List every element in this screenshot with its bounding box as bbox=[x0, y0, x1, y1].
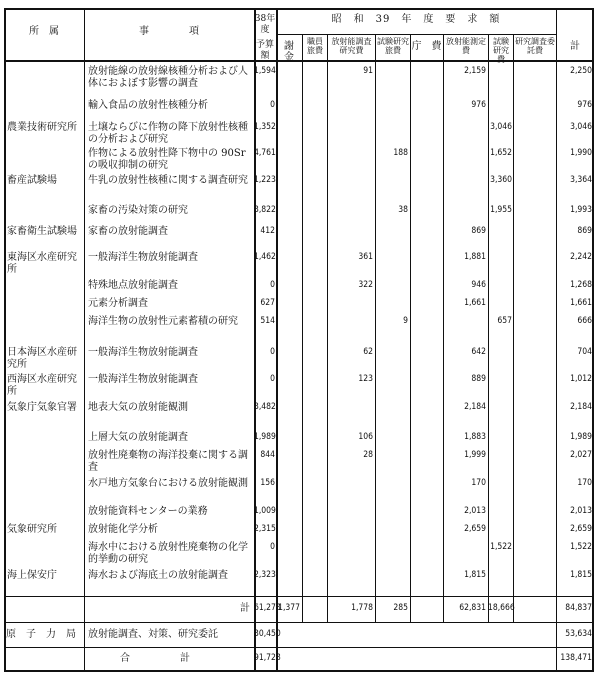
col-divider bbox=[513, 34, 514, 622]
row-prev-value: 412 bbox=[260, 226, 275, 236]
row-prev-value: 0 bbox=[270, 100, 275, 110]
row-prev-value: 1,462 bbox=[254, 252, 276, 262]
row-org: 家畜衛生試験場 bbox=[7, 226, 77, 237]
row-total-value: 1,012 bbox=[570, 374, 592, 384]
row-prev-value: 2,323 bbox=[254, 570, 276, 580]
row-total-value: 976 bbox=[577, 100, 592, 110]
row-prev-value: 1,594 bbox=[254, 66, 276, 76]
row-divider bbox=[4, 647, 594, 648]
header-divider bbox=[276, 34, 556, 35]
grand-total-prev: 91,728 bbox=[254, 653, 281, 663]
row-item: 元素分析調査 bbox=[88, 298, 148, 309]
header-col-chohi: 庁 費 bbox=[411, 41, 442, 52]
row-sokutei-value: 2,159 bbox=[464, 66, 486, 76]
row-kenkyu-value: 28 bbox=[363, 450, 373, 460]
row-total-value: 2,027 bbox=[570, 450, 592, 460]
subtotal-label: 計 bbox=[240, 603, 250, 614]
row-total-value: 2,250 bbox=[570, 66, 592, 76]
row-divider bbox=[4, 622, 594, 623]
row-org: 農業技術研究所 bbox=[7, 122, 77, 133]
row-sokutei-value: 889 bbox=[471, 374, 486, 384]
row-sokutei-value: 2,013 bbox=[464, 506, 486, 516]
row-shikenken-value: 3,360 bbox=[490, 175, 512, 185]
row-item: 作物による放射性降下物中の 90Sr の吸収抑制の研究 bbox=[88, 148, 246, 171]
row-item: 一般海洋生物放射能調査 bbox=[88, 252, 198, 263]
row-item: 一般海洋生物放射能調査 bbox=[88, 347, 198, 358]
row-item: 水戸地方気象台における放射能観測 bbox=[88, 478, 248, 489]
row-prev-value: 0 bbox=[270, 280, 275, 290]
row-shikenken-value: 1,652 bbox=[490, 148, 512, 158]
row-total-value: 666 bbox=[577, 316, 592, 326]
subtotal-total: 84,837 bbox=[565, 603, 592, 613]
genshiryoku-item: 放射能調査、対策、研究委託 bbox=[88, 629, 218, 640]
row-total-value: 2,242 bbox=[570, 252, 592, 262]
col-divider bbox=[84, 8, 85, 672]
row-prev-value: 4,761 bbox=[254, 148, 276, 158]
row-prev-value: 0 bbox=[270, 347, 275, 357]
row-sokutei-value: 1,999 bbox=[464, 450, 486, 460]
row-prev-value: 514 bbox=[260, 316, 275, 326]
row-shikenken-value: 3,046 bbox=[490, 122, 512, 132]
row-item: 放射能化学分析 bbox=[88, 524, 158, 535]
row-shikenken-value: 1,955 bbox=[490, 205, 512, 215]
subtotal-prev: 61,278 bbox=[254, 603, 281, 613]
row-sokutei-value: 976 bbox=[471, 100, 486, 110]
row-org: 畜産試験場 bbox=[7, 175, 57, 186]
row-item: 放射能資料センターの業務 bbox=[88, 506, 208, 517]
row-sokutei-value: 1,815 bbox=[464, 570, 486, 580]
row-shiken-value: 9 bbox=[403, 316, 408, 326]
row-total-value: 1,661 bbox=[570, 298, 592, 308]
row-org: 西海区水産研究所 bbox=[7, 374, 77, 397]
row-prev-value: 844 bbox=[260, 450, 275, 460]
row-total-value: 3,046 bbox=[570, 122, 592, 132]
row-prev-value: 1,989 bbox=[254, 432, 276, 442]
row-prev-value: 1,223 bbox=[254, 175, 276, 185]
row-total-value: 170 bbox=[577, 478, 592, 488]
header-prev-year: 38年度 bbox=[254, 14, 276, 35]
genshiryoku-total: 53,634 bbox=[565, 629, 592, 639]
row-prev-value: 156 bbox=[260, 478, 275, 488]
col-divider bbox=[327, 34, 328, 622]
grand-total-total: 138,471 bbox=[560, 653, 592, 663]
row-item: 海洋生物の放射性元素蓄積の研究 bbox=[88, 316, 238, 327]
row-total-value: 2,659 bbox=[570, 524, 592, 534]
row-kenkyu-value: 91 bbox=[363, 66, 373, 76]
row-item: 海水中における放射性廃棄物の化学的挙動の研究 bbox=[88, 542, 248, 565]
row-total-value: 2,184 bbox=[570, 402, 592, 412]
row-prev-value: 3,482 bbox=[254, 402, 276, 412]
header-shozoku: 所 属 bbox=[29, 26, 59, 37]
row-shikenken-value: 1,522 bbox=[490, 542, 512, 552]
row-sokutei-value: 2,184 bbox=[464, 402, 486, 412]
row-total-value: 1,815 bbox=[570, 570, 592, 580]
row-kenkyu-value: 361 bbox=[358, 252, 373, 262]
header-jiko: 事 項 bbox=[139, 26, 199, 37]
col-divider bbox=[302, 34, 303, 622]
row-sokutei-value: 946 bbox=[471, 280, 486, 290]
row-total-value: 1,268 bbox=[570, 280, 592, 290]
row-divider bbox=[4, 596, 594, 597]
row-kenkyu-value: 322 bbox=[358, 280, 373, 290]
row-kenkyu-value: 123 bbox=[358, 374, 373, 384]
row-total-value: 1,989 bbox=[570, 432, 592, 442]
row-item: 輸入食品の放射性核種分析 bbox=[88, 100, 208, 111]
row-shiken-value: 188 bbox=[393, 148, 408, 158]
row-prev-value: 627 bbox=[260, 298, 275, 308]
row-sokutei-value: 1,883 bbox=[464, 432, 486, 442]
header-col-sokutei: 放射能測定費 bbox=[446, 37, 486, 55]
header-col-ryohi: 職員旅費 bbox=[307, 37, 323, 55]
row-prev-value: 2,315 bbox=[254, 524, 276, 534]
row-org: 日本海区水産研究所 bbox=[7, 347, 77, 370]
row-sokutei-value: 170 bbox=[471, 478, 486, 488]
row-prev-value: 1,352 bbox=[254, 122, 276, 132]
col-divider bbox=[276, 8, 278, 672]
row-item: 土壌ならびに作物の降下放射性核種の分析および研究 bbox=[88, 122, 248, 145]
row-org: 気象庁気象官署 bbox=[7, 402, 77, 413]
row-kenkyu-value: 106 bbox=[358, 432, 373, 442]
col-divider bbox=[375, 34, 376, 622]
row-total-value: 1,990 bbox=[570, 148, 592, 158]
row-total-value: 869 bbox=[577, 226, 592, 236]
row-item: 海水および海底土の放射能調査 bbox=[88, 570, 228, 581]
row-prev-value: 0 bbox=[270, 542, 275, 552]
row-shiken-value: 38 bbox=[398, 205, 408, 215]
genshiryoku-org: 原 子 力 局 bbox=[6, 629, 76, 640]
row-item: 地表大気の放射能観測 bbox=[88, 402, 188, 413]
row-item: 一般海洋生物放射能調査 bbox=[88, 374, 198, 385]
row-total-value: 1,522 bbox=[570, 542, 592, 552]
header-col-itaku: 研究調査委託費 bbox=[515, 37, 555, 55]
row-prev-value: 1,009 bbox=[254, 506, 276, 516]
row-org: 気象研究所 bbox=[7, 524, 57, 535]
subtotal-sokutei: 62,831 bbox=[459, 603, 486, 613]
row-sokutei-value: 869 bbox=[471, 226, 486, 236]
row-prev-value: 3,822 bbox=[254, 205, 276, 215]
row-total-value: 1,993 bbox=[570, 205, 592, 215]
subtotal-kaigi: 1,377 bbox=[278, 603, 300, 613]
row-item: 特殊地点放射能調査 bbox=[88, 280, 178, 291]
row-kenkyu-value: 62 bbox=[363, 347, 373, 357]
header-col-kaigi: 謝 金 bbox=[284, 41, 304, 63]
header-col-total: 計 bbox=[570, 41, 580, 52]
row-sokutei-value: 1,661 bbox=[464, 298, 486, 308]
row-sokutei-value: 642 bbox=[471, 347, 486, 357]
col-divider bbox=[410, 34, 411, 622]
subtotal-kenkyu: 1,778 bbox=[351, 603, 373, 613]
row-shikenken-value: 657 bbox=[497, 316, 512, 326]
row-total-value: 2,013 bbox=[570, 506, 592, 516]
header-request-title: 昭 和 39 年 度 要 求 額 bbox=[331, 14, 501, 25]
header-col-shikenken: 試験研究費 bbox=[493, 37, 509, 64]
row-item: 家畜の汚染対策の研究 bbox=[88, 205, 188, 216]
row-item: 放射能線の放射線核種分析および人体におよぼす影響の調査 bbox=[88, 66, 248, 89]
row-org: 海上保安庁 bbox=[7, 570, 57, 581]
row-item: 牛乳の放射性核種に関する調査研究 bbox=[88, 175, 248, 186]
row-total-value: 704 bbox=[577, 347, 592, 357]
row-item: 放射性廃棄物の海洋投棄に関する調査 bbox=[88, 450, 248, 473]
grand-total-label: 合 計 bbox=[120, 653, 190, 664]
genshiryoku-prev: 30,450 bbox=[254, 629, 281, 639]
header-prev-budget: 予算額 bbox=[255, 40, 274, 61]
row-total-value: 3,364 bbox=[570, 175, 592, 185]
row-sokutei-value: 1,881 bbox=[464, 252, 486, 262]
row-item: 上層大気の放射能調査 bbox=[88, 432, 188, 443]
row-sokutei-value: 2,659 bbox=[464, 524, 486, 534]
subtotal-shikenken: 18,666 bbox=[488, 603, 515, 613]
row-item: 家畜の放射能調査 bbox=[88, 226, 168, 237]
row-prev-value: 0 bbox=[270, 374, 275, 384]
header-col-shiken: 試験研究旅費 bbox=[377, 37, 409, 55]
header-col-kenkyu: 放射能調査研究費 bbox=[331, 37, 372, 55]
subtotal-shiken: 285 bbox=[393, 603, 408, 613]
row-org: 東海区水産研究所 bbox=[7, 252, 77, 275]
